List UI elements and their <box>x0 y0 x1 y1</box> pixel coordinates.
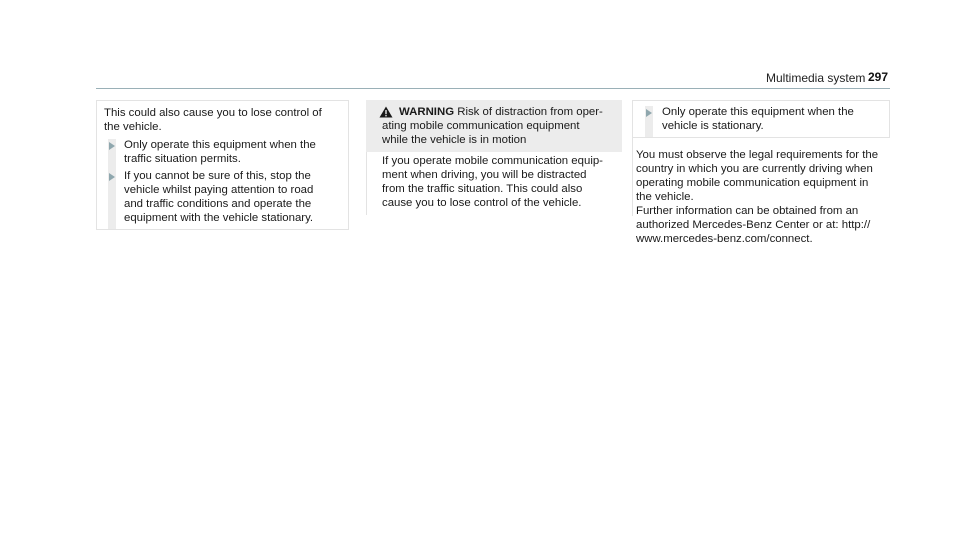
arrow-bullet-icon <box>646 109 652 117</box>
body-line: Further information can be obtained from an <box>636 205 859 217</box>
bullet-text: equipment with the vehicle stationary. <box>124 212 314 224</box>
bullet-text: and traffic conditions and operate the <box>124 198 312 210</box>
body-line: www.mercedes-benz.com/connect. <box>636 233 813 245</box>
bullet-text: traffic situation permits. <box>124 153 241 165</box>
page-number: 297 <box>868 70 889 84</box>
bullet-text: Only operate this equipment when the <box>124 139 316 151</box>
warning-title-line: while the vehicle is in motion <box>382 134 527 146</box>
section-title: Multimedia system <box>766 71 866 85</box>
bullet-text: vehicle whilst paying attention to road <box>124 184 314 196</box>
bullet-text: If you cannot be sure of this, stop the <box>124 170 311 182</box>
arrow-bullet-icon <box>109 142 115 150</box>
body-line: authorized Mercedes-Benz Center or at: http:// <box>636 219 871 231</box>
warning-body-line: If you operate mobile communication equip- <box>382 155 603 167</box>
column3-rule <box>632 138 633 216</box>
warning-label: WARNING <box>399 106 455 118</box>
bullet-text: Only operate this equipment when the <box>662 106 854 118</box>
warning-body-line: ment when driving, you will be distracted <box>382 169 587 181</box>
warning-triangle-icon <box>379 106 393 118</box>
body-line: You must observe the legal requirements for the <box>636 149 879 161</box>
column1-intro-line: the vehicle. <box>104 121 162 133</box>
column1-intro-line: This could also cause you to lose control of <box>104 107 322 119</box>
warning-title-line: ating mobile communication equipment <box>382 120 580 132</box>
warning-title-line <box>399 106 603 120</box>
warning-body-line: from the traffic situation. This could also <box>382 183 583 195</box>
warning-body-line: cause you to lose control of the vehicle. <box>382 197 582 209</box>
arrow-bullet-icon <box>109 173 115 181</box>
header-rule <box>96 88 890 89</box>
body-line: country in which you are currently driving when <box>636 163 873 175</box>
warning-title-text: Risk of distraction from oper- <box>457 106 603 118</box>
body-line: operating mobile communication equipment in <box>636 177 869 189</box>
bullet-text: vehicle is stationary. <box>662 120 764 132</box>
body-line: the vehicle. <box>636 191 694 203</box>
